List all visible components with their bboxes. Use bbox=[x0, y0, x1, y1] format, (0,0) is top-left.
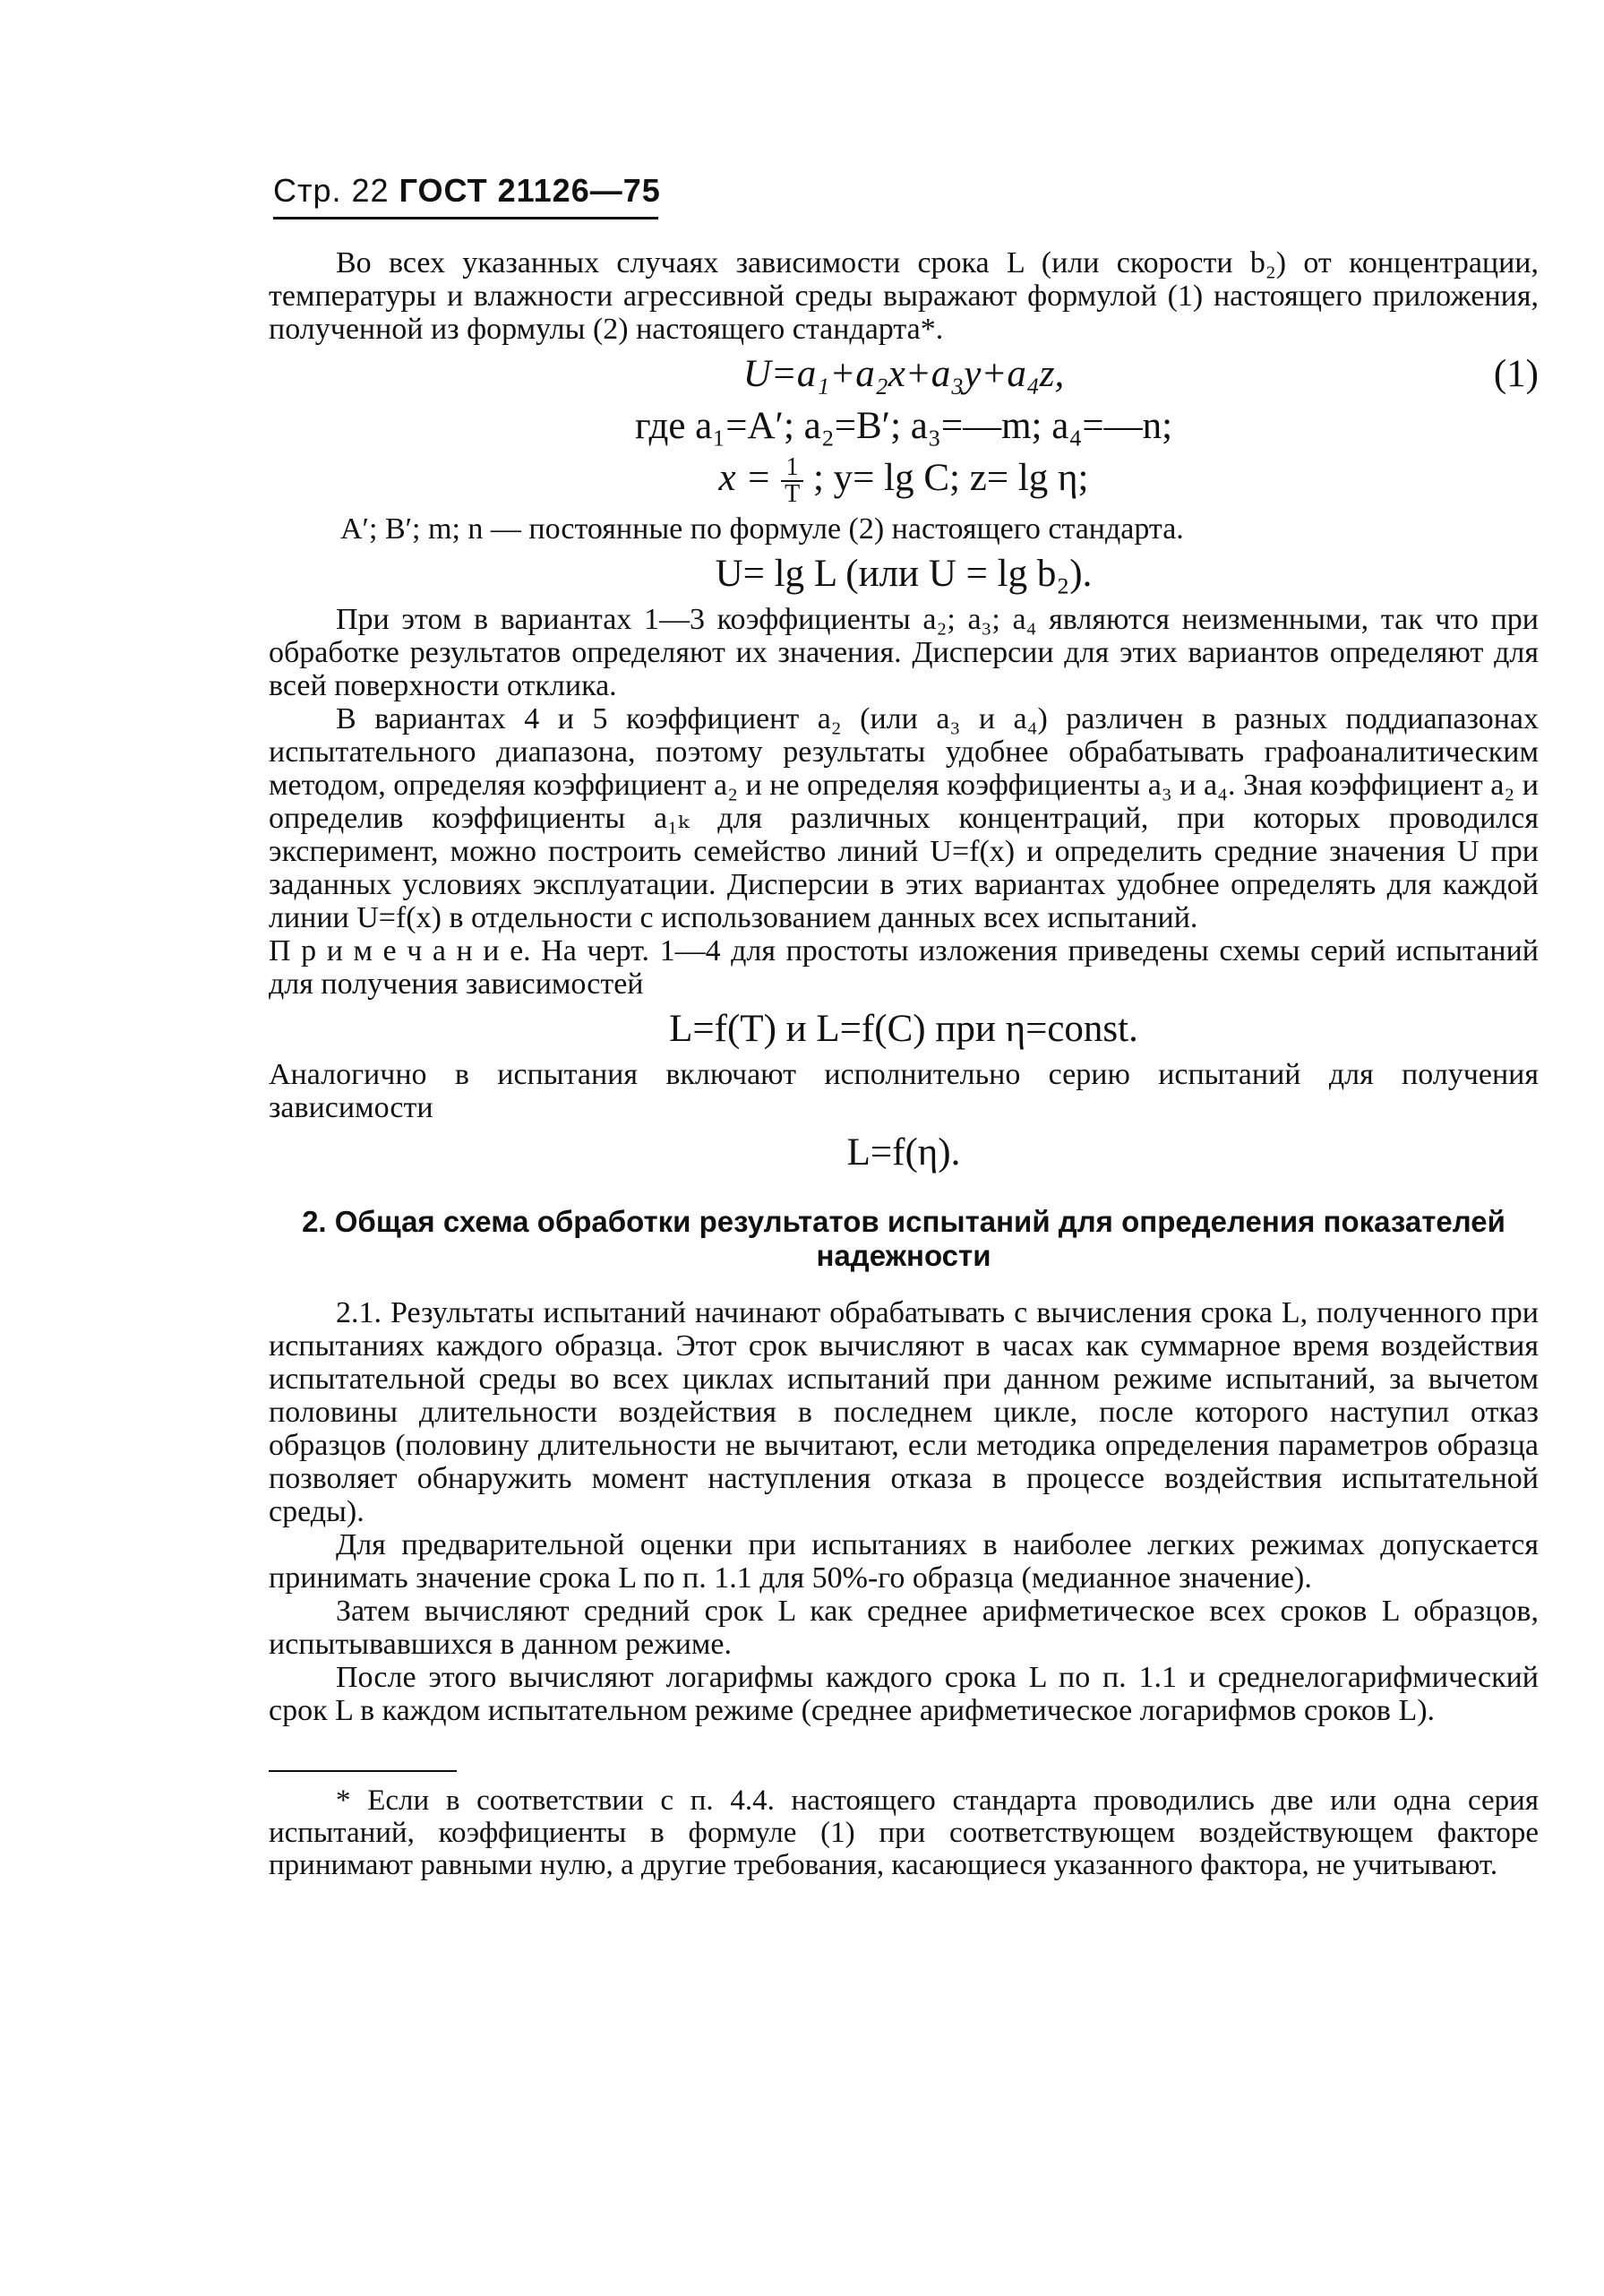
formula-coefficients: где a₁=A′; a₂=B′; a₃=—m; a₄=—n; bbox=[634, 405, 1173, 447]
paragraph-variants-4-5: В вариантах 4 и 5 коэффициент a₂ (или a₃ и a₄) различен в разных поддиапазонах испытательного диапазона, поэтому результаты удобнее обрабатывать графоаналитическим методом, определяя коэффициент a₂ и не определяя коэффициенты a₃ и a₄. Зная коэффициент a₂ и определив коэффициенты a₁ₖ для различных концентраций, при которых проводился эксперимент, можно построить семейство линий U=f(x) и определить средние значения U при заданных условиях эксплуатации. Дисперсии в этих вариантах удобнее определять для каждой линии U=f(x) в отдельности с использованием данных всех испытаний. bbox=[269, 702, 1539, 935]
paragraph-2-1: 2.1. Результаты испытаний начинают обрабатывать с вычисления срока L, полученного при испытаниях каждого образца. Этот срок вычисляют в часах как суммарное время воздействия испытательной среды во всех циклах испытаний при данном режиме испытаний, за вычетом половины длительности воздействия в последнем цикле, после которого наступил отказ образцов (половину длительности не вычитают, если методика определения параметров образца позволяет обнаружить момент наступления отказа в процессе воздействия испытательной среды). bbox=[269, 1296, 1539, 1529]
footnote-text: * Если в соответствии с п. 4.4. настоящего стандарта проводились две или одна серия испытаний, коэффициенты в формуле (1) при соответствующем воздействующем факторе принимают равными нулю, а другие требования, касающиеся указанного фактора, не учитывают. bbox=[269, 1784, 1539, 1882]
formula-variables-rest: ; y= lg C; z= lg η; bbox=[812, 457, 1089, 499]
footnote-rule bbox=[269, 1770, 457, 1772]
note-paragraph: П р и м е ч а н и е. На черт. 1—4 для простоты изложения приведены схемы серий испытаний для получения зависимостей bbox=[269, 934, 1539, 1002]
header-rule bbox=[273, 217, 658, 219]
paragraph-mean: Затем вычисляют средний срок L как среднее арифметическое всех сроков L образцов, испытывавшихся в данном режиме. bbox=[269, 1595, 1539, 1662]
fraction bbox=[781, 455, 803, 507]
standard-code: ГОСТ 21126—75 bbox=[399, 172, 661, 209]
page-number: Стр. 22 bbox=[273, 172, 390, 209]
formula-variables bbox=[269, 455, 1539, 507]
paragraph-preliminary: Для предварительной оценки при испытаниях в наиболее легких режимах допускается принимать значение срока L по п. 1.1 для 50%-го образца (медианное значение). bbox=[269, 1528, 1539, 1595]
main-text bbox=[269, 246, 1539, 1881]
footnote bbox=[269, 1784, 1539, 1881]
paragraph-variants-1-3: При этом в вариантах 1—3 коэффициенты a₂; a₃; a₄ являются неизменными, так что при обработке результатов определяют их значения. Дисперсии для этих вариантов определяют для всей поверхности отклика. bbox=[269, 603, 1539, 703]
section-heading: 2. Общая схема обработки результатов испытаний для определения показателей надежности bbox=[302, 1205, 1505, 1273]
page-header bbox=[273, 172, 661, 210]
paragraph-analog: Аналогично в испытания включают исполнительно серию испытаний для получения зависимости bbox=[269, 1058, 1539, 1125]
paragraph-log: После этого вычисляют логарифмы каждого срока L по п. 1.1 и среднелогарифмический срок L в каждом испытательном режиме (среднее арифметическое логарифмов сроков L). bbox=[269, 1661, 1539, 1728]
formula-x-left: x = bbox=[718, 457, 772, 499]
constants-note: A′; B′; m; n — постоянные по формуле (2) настоящего стандарта. bbox=[340, 512, 1184, 546]
paragraph-intro: Во всех указанных случаях зависимости срока L (или скорости b₂) от концентрации, температуры и влажности агрессивной среды выражают формулой (1) настоящего приложения, полученной из формулы (2) настоящего стандарта*. bbox=[269, 246, 1539, 346]
fraction-numerator: 1 bbox=[781, 455, 803, 482]
formula-1-number: (1) bbox=[1493, 353, 1539, 395]
formula-u: U= lg L (или U = lg b₂). bbox=[715, 553, 1093, 596]
fraction-denominator: T bbox=[785, 480, 801, 509]
formula-1-expression: U=a₁+a₂x+a₃y+a₄z, bbox=[742, 353, 1065, 395]
formula-dependencies: L=f(T) и L=f(C) при η=const. bbox=[669, 1008, 1138, 1051]
formula-1 bbox=[269, 351, 1539, 398]
formula-eta: L=f(η). bbox=[846, 1131, 961, 1174]
